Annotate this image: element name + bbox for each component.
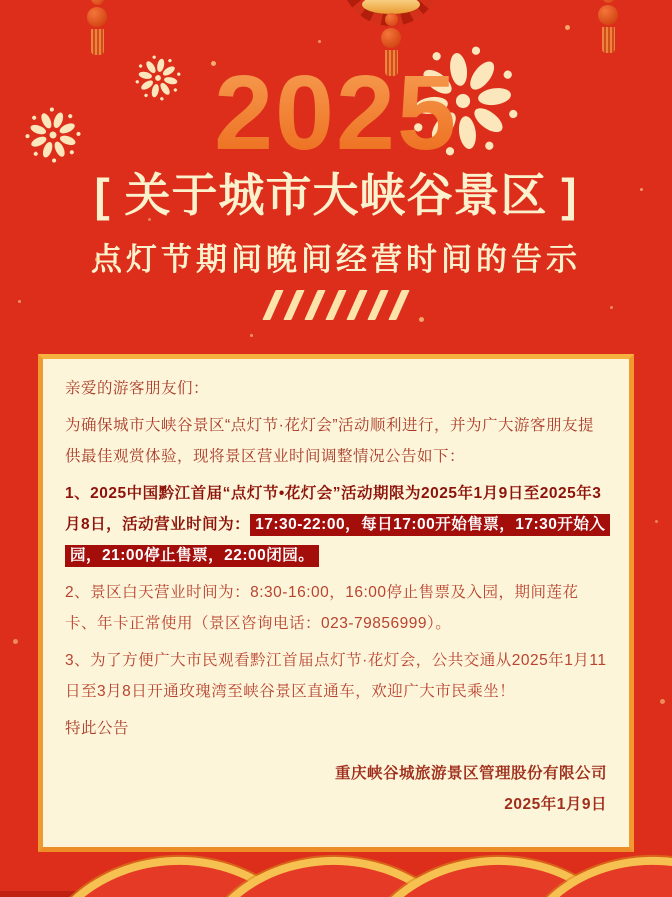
poster-title-line1: [ 关于城市大峡谷景区 ] — [94, 169, 578, 221]
signature-company: 重庆峡谷城旅游景区管理股份有限公司 — [334, 765, 607, 783]
item1-prefix: 1、2025中国黔江首届“点灯节•花灯会”活动期限为2025年1月9日至2025年3月8日，活动营业时间为： — [65, 485, 602, 534]
slash-divider — [0, 290, 672, 320]
notice-box — [38, 354, 634, 852]
poster-title-line2: 点灯节期间晚间经营时间的告示 — [91, 242, 581, 278]
notice-item-3: 3、为了方便广大市民观看黔江首届点灯节·花灯会，公共交通从2025年1月11日至3月8日开通玫瑰湾至峡谷景区直通车，欢迎广大市民乘坐！ — [65, 652, 607, 701]
closing-text: 特此公告 — [65, 720, 130, 738]
notice-item-1 — [65, 478, 607, 571]
signature-date: 2025年1月9日 — [504, 796, 607, 814]
slash-mark — [304, 290, 325, 320]
signature-block — [65, 758, 607, 820]
year-headline: 2025 — [0, 0, 672, 166]
intro-paragraph: 为确保城市大峡谷景区“点灯节·花灯会”活动顺利进行，并为广大游客朋友提供最佳观赏体验，现将景区营业时间调整情况公告如下： — [65, 417, 594, 466]
slash-mark — [346, 290, 367, 320]
slash-mark — [262, 290, 283, 320]
slash-mark — [325, 290, 346, 320]
slash-mark — [388, 290, 409, 320]
greeting-text: 亲爱的游客朋友们： — [65, 380, 210, 398]
item1-highlighted-hours: 17:30-22:00，每日17:00开始售票，17:30开始入园，21:00停止售票，22:00闭园。 — [65, 514, 610, 567]
notice-item-2: 2、景区白天营业时间为：8:30-16:00，16:00停止售票及入园，期间莲花卡、年卡正常使用（景区咨询电话：023-79856999）。 — [65, 584, 579, 633]
slash-mark — [367, 290, 388, 320]
slash-mark — [283, 290, 304, 320]
